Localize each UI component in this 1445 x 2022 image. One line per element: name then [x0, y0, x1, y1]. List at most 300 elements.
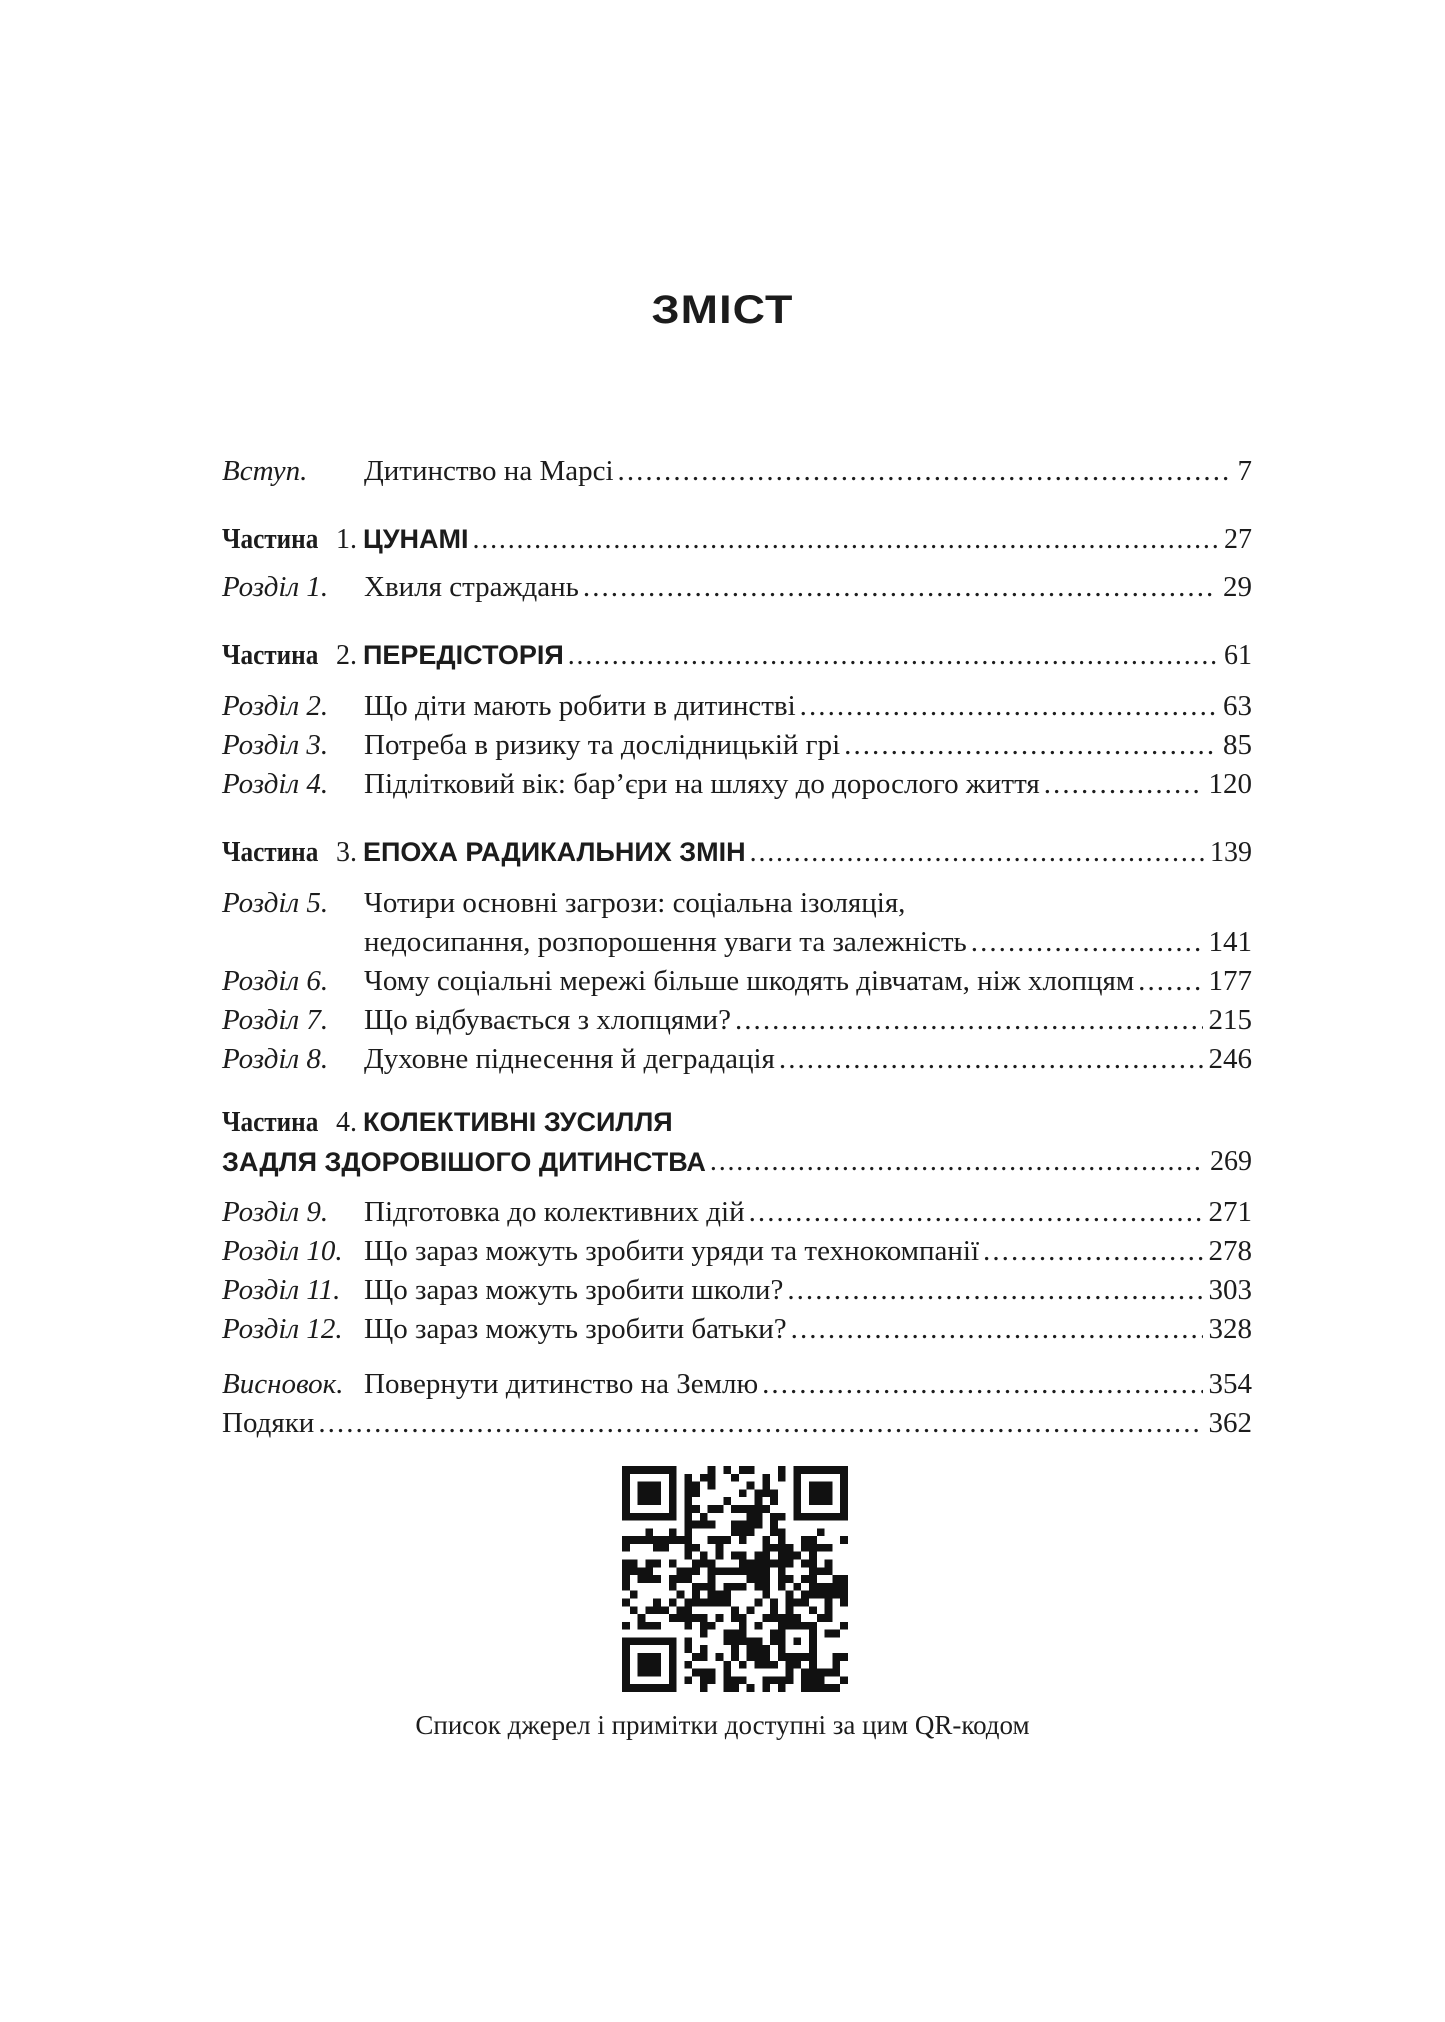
qr-module [825, 1614, 833, 1622]
qr-module [645, 1528, 653, 1536]
dot-leader [750, 834, 1204, 872]
qr-module [809, 1622, 817, 1630]
qr-module [716, 1536, 724, 1544]
qr-module [723, 1661, 731, 1669]
qr-module [778, 1676, 786, 1684]
qr-module [630, 1560, 638, 1568]
part-label: Частина [222, 1107, 319, 1138]
qr-module [700, 1598, 708, 1606]
qr-module [630, 1466, 638, 1474]
toc-entry-acknowledgments[interactable] [222, 1404, 1252, 1442]
qr-module [809, 1489, 817, 1497]
qr-module [801, 1684, 809, 1692]
part-title-line2: ЗАДЛЯ ЗДОРОВІШОГО ДИТИНСТВА [222, 1147, 706, 1177]
qr-module [645, 1575, 653, 1583]
qr-module [669, 1497, 677, 1505]
qr-module [731, 1653, 739, 1661]
qr-module [622, 1583, 630, 1591]
toc-chapter-12[interactable] [222, 1310, 1252, 1348]
toc-chapter-9[interactable] [222, 1193, 1252, 1231]
qr-module [817, 1544, 825, 1552]
qr-module [840, 1489, 848, 1497]
qr-module [778, 1645, 786, 1653]
qr-module [739, 1622, 747, 1630]
qr-module [825, 1497, 833, 1505]
qr-module [731, 1614, 739, 1622]
qr-module [754, 1661, 762, 1669]
entry-page: 328 [1208, 1313, 1252, 1345]
entry-title: Що діти мають робити в дитинстві [364, 690, 796, 722]
entry-label: Розділ 5. [222, 887, 329, 919]
qr-module [825, 1489, 833, 1497]
qr-module [700, 1684, 708, 1692]
toc-chapter-5-line1[interactable] [222, 884, 1252, 922]
qr-module [793, 1661, 801, 1669]
qr-module [770, 1630, 778, 1638]
qr-module [747, 1606, 755, 1614]
qr-module [754, 1598, 762, 1606]
qr-module [653, 1684, 661, 1692]
qr-module [622, 1637, 630, 1645]
qr-module [762, 1591, 770, 1599]
qr-module [739, 1676, 747, 1684]
qr-module [723, 1567, 731, 1575]
qr-module [661, 1684, 669, 1692]
qr-module [731, 1637, 739, 1645]
toc-chapter-1[interactable] [222, 568, 1252, 606]
qr-module [840, 1622, 848, 1630]
dot-leader [762, 1365, 1202, 1403]
qr-module [692, 1567, 700, 1575]
qr-module [801, 1466, 809, 1474]
qr-module [809, 1645, 817, 1653]
qr-module [809, 1653, 817, 1661]
qr-module [708, 1676, 716, 1684]
qr-module [708, 1669, 716, 1677]
qr-module [825, 1513, 833, 1521]
qr-module [723, 1630, 731, 1638]
qr-module [700, 1653, 708, 1661]
qr-module [754, 1497, 762, 1505]
qr-module [762, 1505, 770, 1513]
qr-module [825, 1466, 833, 1474]
qr-module [770, 1521, 778, 1529]
qr-module [747, 1637, 755, 1645]
qr-module [692, 1669, 700, 1677]
qr-module [739, 1489, 747, 1497]
qr-module [809, 1661, 817, 1669]
qr-module [762, 1544, 770, 1552]
qr-module [754, 1521, 762, 1529]
qr-module [762, 1661, 770, 1669]
qr-module [630, 1536, 638, 1544]
entry-label: Розділ 10. [222, 1235, 343, 1267]
qr-module [786, 1669, 794, 1677]
entry-page: 271 [1208, 1196, 1252, 1228]
qr-module [809, 1560, 817, 1568]
qr-module [622, 1645, 630, 1653]
qr-module [731, 1645, 739, 1653]
qr-module [793, 1583, 801, 1591]
qr-module [731, 1505, 739, 1513]
qr-module [684, 1575, 692, 1583]
qr-module [653, 1637, 661, 1645]
qr-module [653, 1575, 661, 1583]
qr-module [809, 1591, 817, 1599]
qr-module [692, 1591, 700, 1599]
qr-module [840, 1474, 848, 1482]
qr-module [653, 1544, 661, 1552]
qr-module [801, 1591, 809, 1599]
qr-module [684, 1497, 692, 1505]
toc-chapter-5[interactable] [222, 923, 1252, 961]
qr-module [653, 1653, 661, 1661]
qr-module [653, 1669, 661, 1677]
qr-module [731, 1528, 739, 1536]
qr-module [786, 1614, 794, 1622]
part-title: ЕПОХА РАДИКАЛЬНИХ ЗМІН [363, 837, 746, 867]
qr-module [786, 1661, 794, 1669]
entry-page: 120 [1208, 768, 1252, 800]
entry-title-line1: Чотири основні загрози: соціальна ізоляція, [364, 887, 906, 919]
qr-module [786, 1606, 794, 1614]
entry-page: 303 [1208, 1274, 1252, 1306]
entry-label: Розділ 4. [222, 768, 329, 800]
qr-module [731, 1474, 739, 1482]
entry-label: Розділ 1. [222, 571, 329, 603]
qr-module [653, 1606, 661, 1614]
part-label: Частина [222, 837, 319, 868]
qr-module [817, 1482, 825, 1490]
toc-chapter-4[interactable] [222, 765, 1252, 803]
qr-module [809, 1466, 817, 1474]
qr-module [770, 1544, 778, 1552]
qr-module [793, 1474, 801, 1482]
toc-chapter-10[interactable] [222, 1232, 1252, 1270]
qr-module [801, 1513, 809, 1521]
entry-label: Розділ 3. [222, 729, 329, 761]
qr-module [677, 1606, 685, 1614]
qr-module [809, 1497, 817, 1505]
entry-page: 362 [1208, 1407, 1252, 1439]
qr-module [786, 1653, 794, 1661]
toc-part-1[interactable] [222, 521, 1252, 559]
toc-part-4-line1[interactable] [222, 1104, 1252, 1142]
qr-module [747, 1505, 755, 1513]
qr-module [716, 1598, 724, 1606]
dot-leader [618, 452, 1232, 490]
qr-module [832, 1669, 840, 1677]
qr-module [622, 1466, 630, 1474]
qr-module [692, 1598, 700, 1606]
qr-module [770, 1560, 778, 1568]
qr-module [645, 1513, 653, 1521]
qr-module [723, 1637, 731, 1645]
dot-leader [318, 1404, 1202, 1442]
dot-leader [983, 1232, 1202, 1270]
qr-code[interactable] [622, 1466, 848, 1692]
qr-module [786, 1552, 794, 1560]
qr-module [825, 1567, 833, 1575]
qr-module [638, 1575, 646, 1583]
part-number: 1. [336, 524, 357, 555]
qr-module [762, 1567, 770, 1575]
qr-module [669, 1560, 677, 1568]
qr-module [684, 1544, 692, 1552]
toc-part-4[interactable] [222, 1143, 1252, 1181]
qr-module [778, 1536, 786, 1544]
qr-module [840, 1583, 848, 1591]
entry-title: Що зараз можуть зробити школи? [364, 1274, 784, 1306]
toc-chapter-11[interactable] [222, 1271, 1252, 1309]
entry-page: 29 [1223, 571, 1252, 603]
qr-module [770, 1606, 778, 1614]
part-label: Частина [222, 524, 319, 555]
dot-leader [800, 687, 1217, 725]
qr-module [653, 1489, 661, 1497]
qr-module [825, 1684, 833, 1692]
qr-module [754, 1637, 762, 1645]
qr-module [778, 1513, 786, 1521]
qr-module [793, 1505, 801, 1513]
qr-module [669, 1513, 677, 1521]
qr-module [723, 1591, 731, 1599]
qr-module [770, 1528, 778, 1536]
entry-page: 85 [1223, 729, 1252, 761]
qr-module [692, 1521, 700, 1529]
toc-chapter-7[interactable] [222, 1001, 1252, 1039]
qr-module [661, 1513, 669, 1521]
qr-module [770, 1614, 778, 1622]
qr-module [700, 1614, 708, 1622]
qr-module [786, 1544, 794, 1552]
toc-part-2[interactable] [222, 637, 1252, 675]
qr-module [747, 1482, 755, 1490]
qr-module [754, 1513, 762, 1521]
qr-module [622, 1676, 630, 1684]
qr-module [747, 1560, 755, 1568]
qr-module [684, 1474, 692, 1482]
qr-module [778, 1466, 786, 1474]
entry-label: Висновок. [222, 1368, 344, 1400]
qr-module [832, 1661, 840, 1669]
qr-module [692, 1614, 700, 1622]
qr-module [809, 1684, 817, 1692]
qr-module [708, 1466, 716, 1474]
qr-module [716, 1505, 724, 1513]
entry-label: Розділ 7. [222, 1004, 329, 1036]
qr-module [677, 1575, 685, 1583]
qr-module [778, 1575, 786, 1583]
qr-module [669, 1583, 677, 1591]
part-label: Частина [222, 640, 319, 671]
qr-module [669, 1645, 677, 1653]
qr-module [669, 1653, 677, 1661]
qr-module [809, 1552, 817, 1560]
qr-module [708, 1536, 716, 1544]
qr-module [840, 1505, 848, 1513]
qr-module [762, 1536, 770, 1544]
qr-module [692, 1489, 700, 1497]
entry-title: Що зараз можуть зробити батьки? [364, 1313, 787, 1345]
qr-module [778, 1630, 786, 1638]
qr-module [716, 1552, 724, 1560]
qr-module [723, 1583, 731, 1591]
entry-title: Подяки [222, 1407, 315, 1439]
part-heading [222, 1103, 673, 1142]
entry-title: Повернути дитинство на Землю [364, 1368, 759, 1400]
qr-module [653, 1482, 661, 1490]
qr-caption: Список джерел і примітки доступні за цим QR-кодом [415, 1710, 1030, 1740]
qr-module [622, 1482, 630, 1490]
qr-module [809, 1606, 817, 1614]
qr-module [778, 1637, 786, 1645]
qr-module [661, 1637, 669, 1645]
qr-module [645, 1567, 653, 1575]
qr-module [723, 1536, 731, 1544]
qr-module [754, 1622, 762, 1630]
qr-module [770, 1676, 778, 1684]
toc-part-3[interactable] [222, 834, 1252, 872]
dot-leader [710, 1143, 1204, 1181]
qr-module [747, 1528, 755, 1536]
part-number: 2. [336, 640, 357, 671]
qr-module [832, 1466, 840, 1474]
qr-module [754, 1560, 762, 1568]
qr-module [645, 1497, 653, 1505]
qr-module [622, 1505, 630, 1513]
qr-module [653, 1560, 661, 1568]
toc-chapter-3[interactable] [222, 726, 1252, 764]
qr-module [731, 1630, 739, 1638]
qr-module [723, 1676, 731, 1684]
part-heading [222, 520, 469, 559]
qr-module [684, 1528, 692, 1536]
qr-module [762, 1645, 770, 1653]
dot-leader [1138, 962, 1202, 1000]
qr-module [770, 1489, 778, 1497]
qr-module [762, 1474, 770, 1482]
qr-module [778, 1622, 786, 1630]
qr-module [669, 1614, 677, 1622]
toc-chapter-8[interactable] [222, 1040, 1252, 1078]
qr-module [684, 1567, 692, 1575]
qr-module [622, 1661, 630, 1669]
qr-module [684, 1505, 692, 1513]
qr-module [638, 1669, 646, 1677]
qr-module [809, 1583, 817, 1591]
qr-module [793, 1552, 801, 1560]
qr-module [739, 1528, 747, 1536]
qr-module [638, 1489, 646, 1497]
qr-module [716, 1544, 724, 1552]
qr-module [786, 1598, 794, 1606]
qr-module [817, 1684, 825, 1692]
qr-module [716, 1653, 724, 1661]
entry-label: Розділ 9. [222, 1196, 329, 1228]
qr-module [692, 1482, 700, 1490]
entry-label: Вступ. [222, 455, 308, 487]
qr-module [778, 1614, 786, 1622]
qr-module [809, 1669, 817, 1677]
qr-module [700, 1552, 708, 1560]
qr-module [762, 1560, 770, 1568]
qr-module [793, 1598, 801, 1606]
qr-module [669, 1482, 677, 1490]
qr-module [684, 1614, 692, 1622]
qr-module [669, 1466, 677, 1474]
qr-module [700, 1521, 708, 1529]
entry-title: Дитинство на Марсі [364, 455, 614, 487]
toc-entry-conclusion[interactable] [222, 1365, 1252, 1403]
qr-module [762, 1489, 770, 1497]
part-number: 4. [336, 1107, 357, 1138]
qr-module [630, 1567, 638, 1575]
toc-entry-intro[interactable] [222, 452, 1252, 490]
qr-module [653, 1661, 661, 1669]
qr-module [622, 1622, 630, 1630]
qr-module [801, 1575, 809, 1583]
qr-module [786, 1676, 794, 1684]
dot-leader [971, 923, 1203, 961]
entry-title: Підготовка до колективних дій [364, 1196, 745, 1228]
qr-module [700, 1622, 708, 1630]
qr-module [778, 1567, 786, 1575]
dot-leader [779, 1040, 1203, 1078]
qr-module [684, 1489, 692, 1497]
qr-module [809, 1536, 817, 1544]
qr-module [739, 1536, 747, 1544]
qr-module [638, 1536, 646, 1544]
qr-module [661, 1544, 669, 1552]
qr-module [645, 1489, 653, 1497]
qr-module [630, 1513, 638, 1521]
qr-module [739, 1637, 747, 1645]
qr-module [731, 1583, 739, 1591]
entry-page: 61 [1224, 640, 1252, 671]
qr-module [747, 1645, 755, 1653]
qr-module [669, 1684, 677, 1692]
entry-page: 246 [1208, 1043, 1252, 1075]
qr-module [832, 1653, 840, 1661]
qr-module [708, 1583, 716, 1591]
qr-module [801, 1536, 809, 1544]
qr-module [630, 1591, 638, 1599]
qr-module [793, 1497, 801, 1505]
qr-module [840, 1536, 848, 1544]
qr-module [825, 1591, 833, 1599]
qr-module [778, 1544, 786, 1552]
qr-module [630, 1606, 638, 1614]
toc-chapter-6[interactable] [222, 962, 1252, 1000]
qr-module [638, 1637, 646, 1645]
qr-module [840, 1482, 848, 1490]
qr-module [747, 1521, 755, 1529]
qr-module [622, 1544, 630, 1552]
entry-page: 177 [1208, 965, 1252, 997]
qr-module [825, 1544, 833, 1552]
qr-module [700, 1630, 708, 1638]
qr-module [817, 1614, 825, 1622]
toc-chapter-2[interactable] [222, 687, 1252, 725]
qr-module [825, 1583, 833, 1591]
page-title: ЗМІСТ [651, 288, 794, 332]
qr-module [817, 1489, 825, 1497]
qr-module [622, 1497, 630, 1505]
qr-module [622, 1536, 630, 1544]
qr-module [793, 1513, 801, 1521]
entry-title: Чому соціальні мережі більше шкодять дівчатам, ніж хлопцям [364, 965, 1135, 997]
